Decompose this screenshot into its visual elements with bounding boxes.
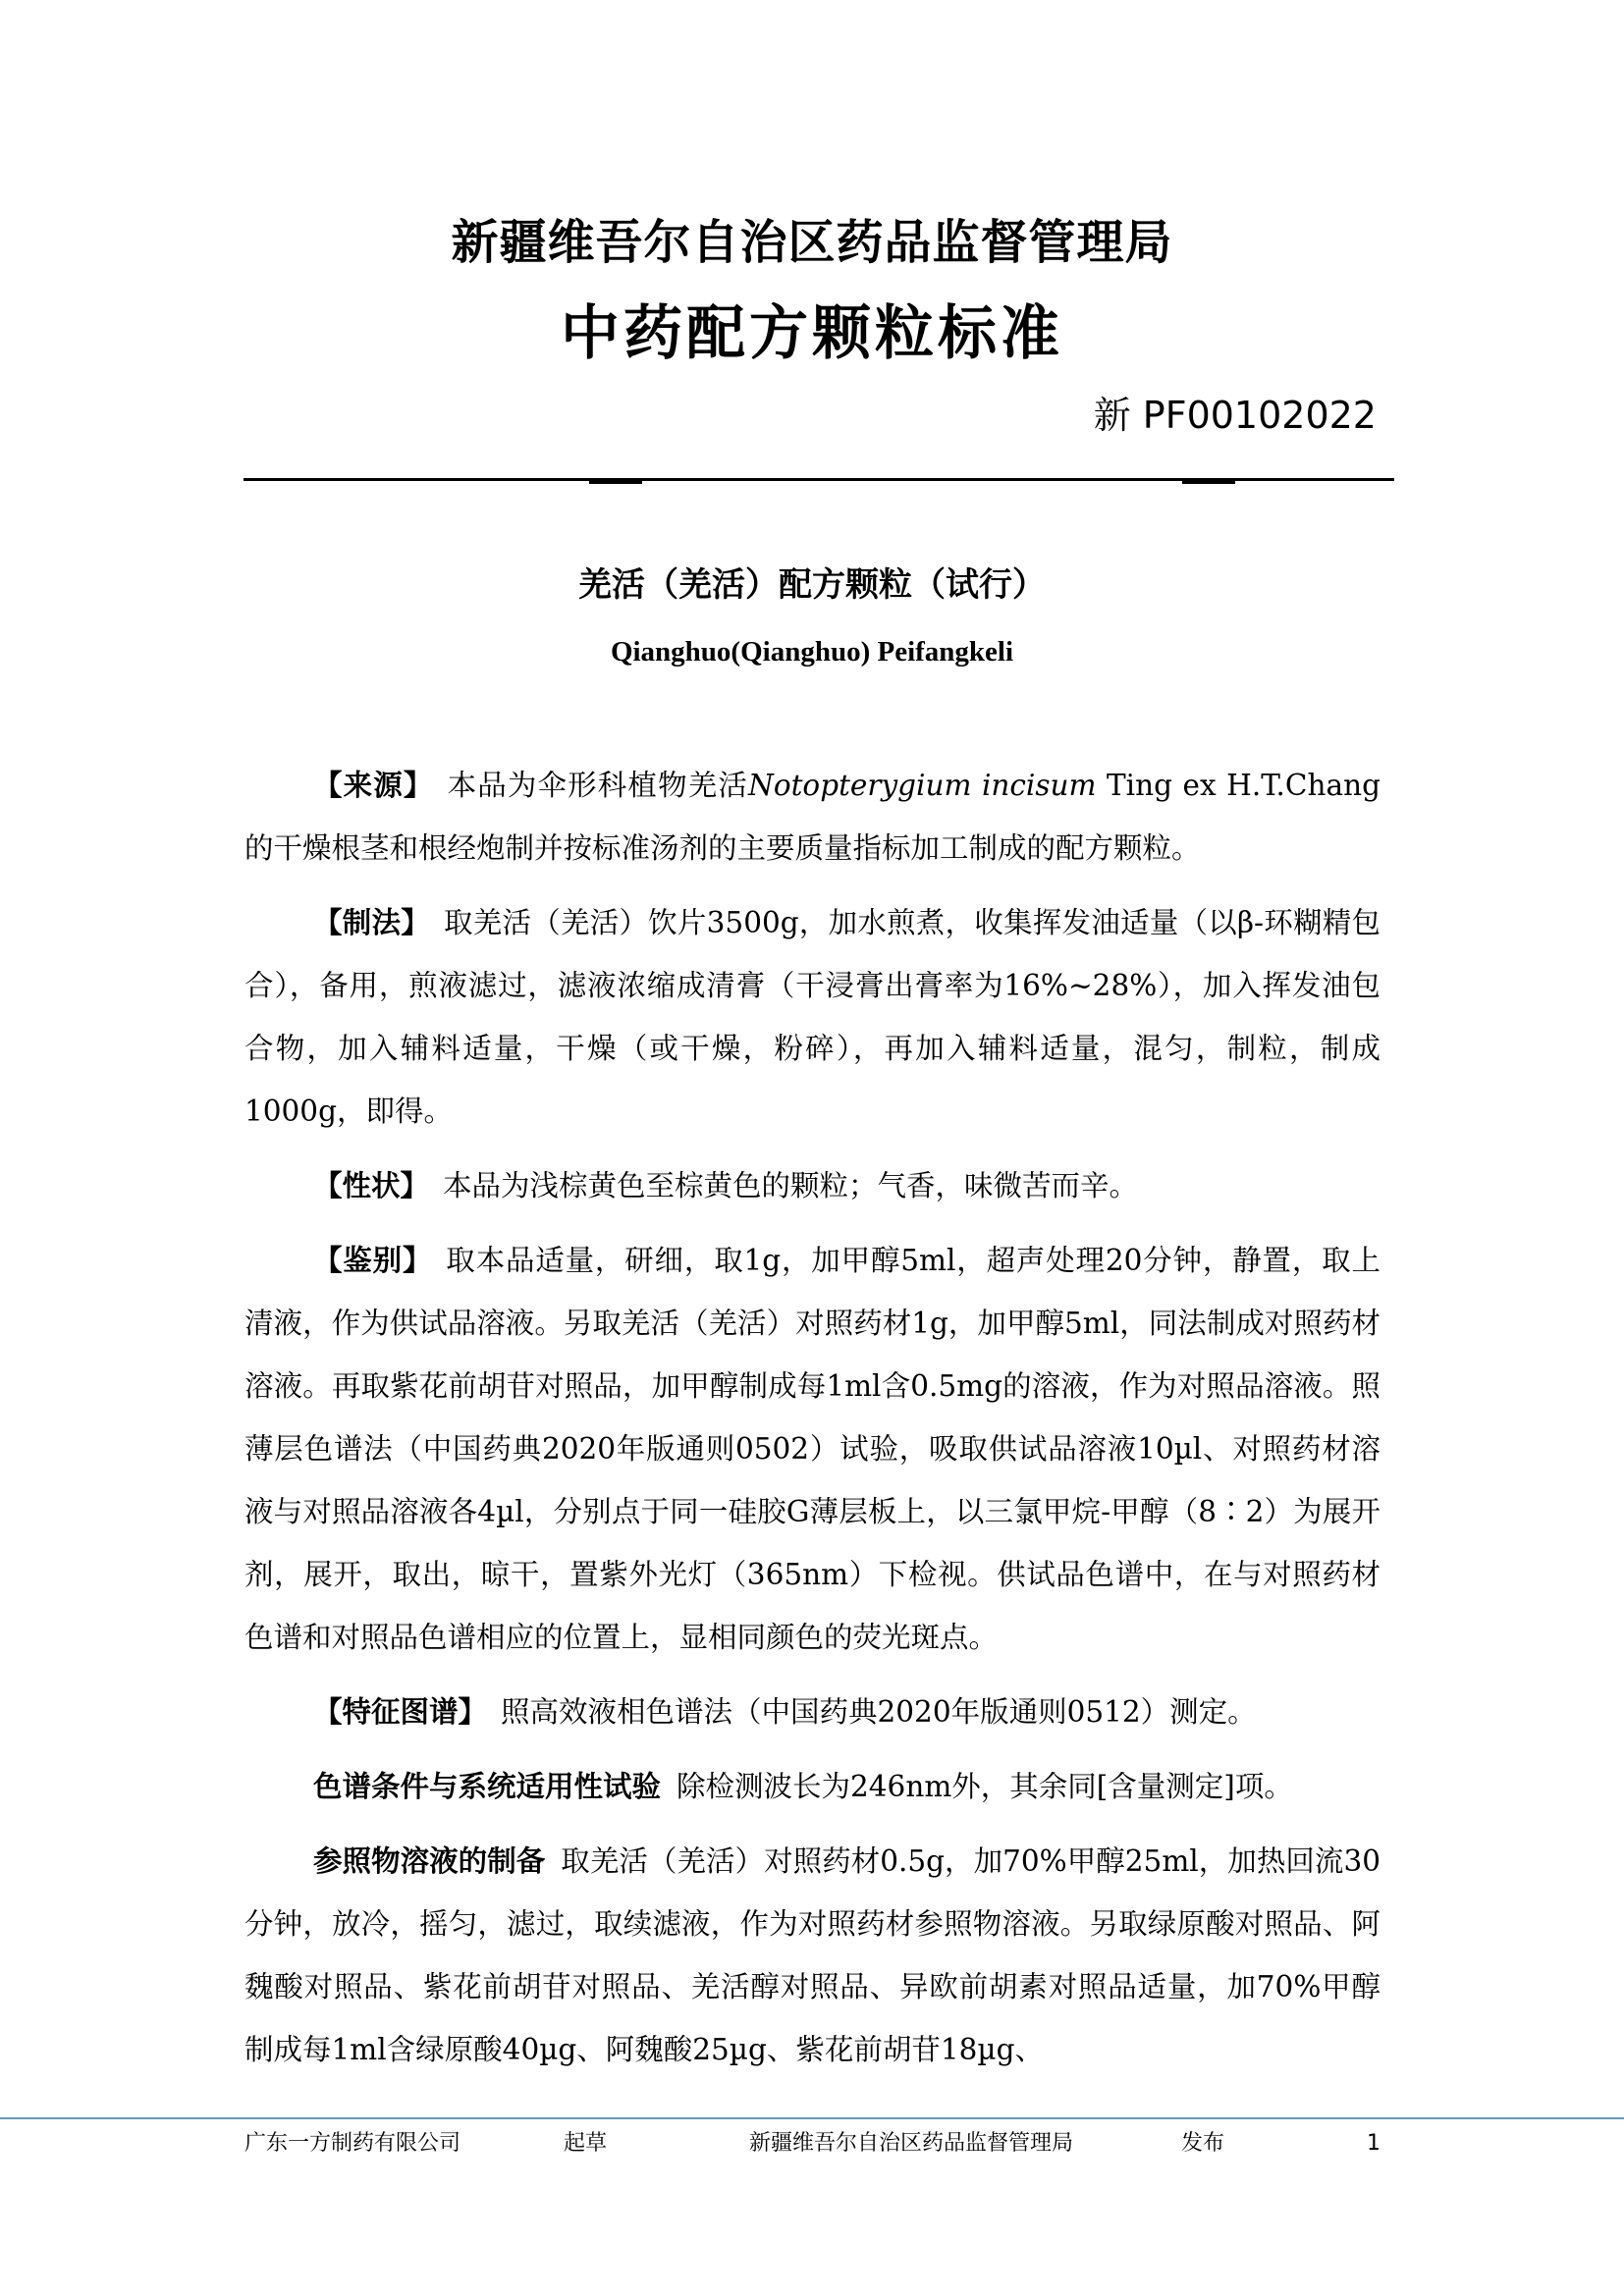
section-character (244, 1154, 1380, 1217)
section-label: 【特征图谱】 (313, 1695, 488, 1729)
section-text: 本品为伞形科植物羌活 (447, 769, 748, 802)
section-text: Ting ex H.T.Chang的干燥根茎和根经炮制并按标准汤剂的主要质量指标加工制成的配方颗粒。 (244, 769, 1380, 865)
section-preparation (244, 891, 1380, 1143)
footer-drafter-role: 起草 (564, 2131, 608, 2156)
section-source (244, 754, 1380, 880)
footer-issuer-role: 发布 (1181, 2131, 1225, 2156)
footer-issuer: 新疆维吾尔自治区药品监督管理局 (749, 2131, 1074, 2156)
monograph-pinyin-title: Qianghuo(Qianghuo) Peifangkeli (610, 636, 1014, 667)
section-text: 取羌活（羌活）对照药材0.5g，加70%甲醇25ml，加热回流30分钟，放冷，摇匀，滤过，取续滤液，作为对照药材参照物溶液。另取绿原酸对照品、阿魏酸对照品、紫花前胡苷对照品、羌活醇对照品、异欧前胡素对照品适量，加70%甲醇制成每1ml含绿原酸40µg、阿魏酸25µg、紫花前胡苷18µg、 (244, 1844, 1380, 2066)
standard-title: 中药配方颗粒标准 (561, 299, 1063, 368)
latin-name: Notopterygium incisum (748, 769, 1097, 802)
subsection-label: 参照物溶液的制备 (313, 1844, 546, 1878)
section-label: 【来源】 (313, 769, 434, 802)
section-label: 【制法】 (313, 906, 430, 939)
footer-rule (0, 2117, 1624, 2119)
page-number: 1 (1367, 2131, 1380, 2156)
section-text: 取本品适量，研细，取1g，加甲醇5ml，超声处理20分钟，静置，取上清液，作为供试品溶液。另取羌活（羌活）对照药材1g，加甲醇5ml，同法制成对照药材溶液。再取紫花前胡苷对照品，加甲醇制成每1ml含0.5mg的溶液，作为对照品溶液。照薄层色谱法（中国药典2020年版通则0502）试验，吸取供试品溶液10µl、对照药材溶液与对照品溶液各4µl，分别点于同一硅胶G薄层板上，以三氯甲烷-甲醇（8∶2）为展开剂，展开，取出，晾干，置紫外光灯（365nm）下检视。供试品色谱中，在与对照药材色谱和对照品色谱相应的位置上，显相同颜色的荧光斑点。 (244, 1244, 1380, 1654)
header-rule-mark-right (1182, 481, 1235, 484)
section-text: 除检测波长为246nm外，其余同[含量测定]项。 (677, 1770, 1293, 1803)
monograph-title: 羌活（羌活）配方颗粒（试行） (578, 565, 1046, 605)
header-rule-mark-left (589, 481, 642, 484)
monograph-body (244, 754, 1380, 2093)
section-text: 照高效液相色谱法（中国药典2020年版通则0512）测定。 (501, 1695, 1257, 1729)
section-label: 【鉴别】 (313, 1244, 433, 1277)
section-label: 【性状】 (313, 1169, 430, 1202)
standard-code: 新 PF00102022 (1093, 394, 1377, 437)
section-fingerprint (244, 1681, 1380, 1743)
subsection-reference-solution (244, 1830, 1380, 2081)
section-text: 取羌活（羌活）饮片3500g，加水煎煮，收集挥发油适量（以β-环糊精包合），备用，煎液滤过，滤液浓缩成清膏（干浸膏出膏率为16%~28%），加入挥发油包合物，加入辅料适量，干燥（或干燥，粉碎），再加入辅料适量，混匀，制粒，制成1000g，即得。 (244, 906, 1380, 1128)
section-text: 本品为浅棕黄色至棕黄色的颗粒；气香，味微苦而辛。 (443, 1169, 1139, 1202)
subsection-chrom-conditions (244, 1755, 1380, 1818)
section-identification (244, 1229, 1380, 1669)
footer-drafter: 广东一方制药有限公司 (244, 2131, 461, 2156)
issuing-authority: 新疆维吾尔自治区药品监督管理局 (451, 215, 1173, 270)
subsection-label: 色谱条件与系统适用性试验 (313, 1770, 662, 1803)
